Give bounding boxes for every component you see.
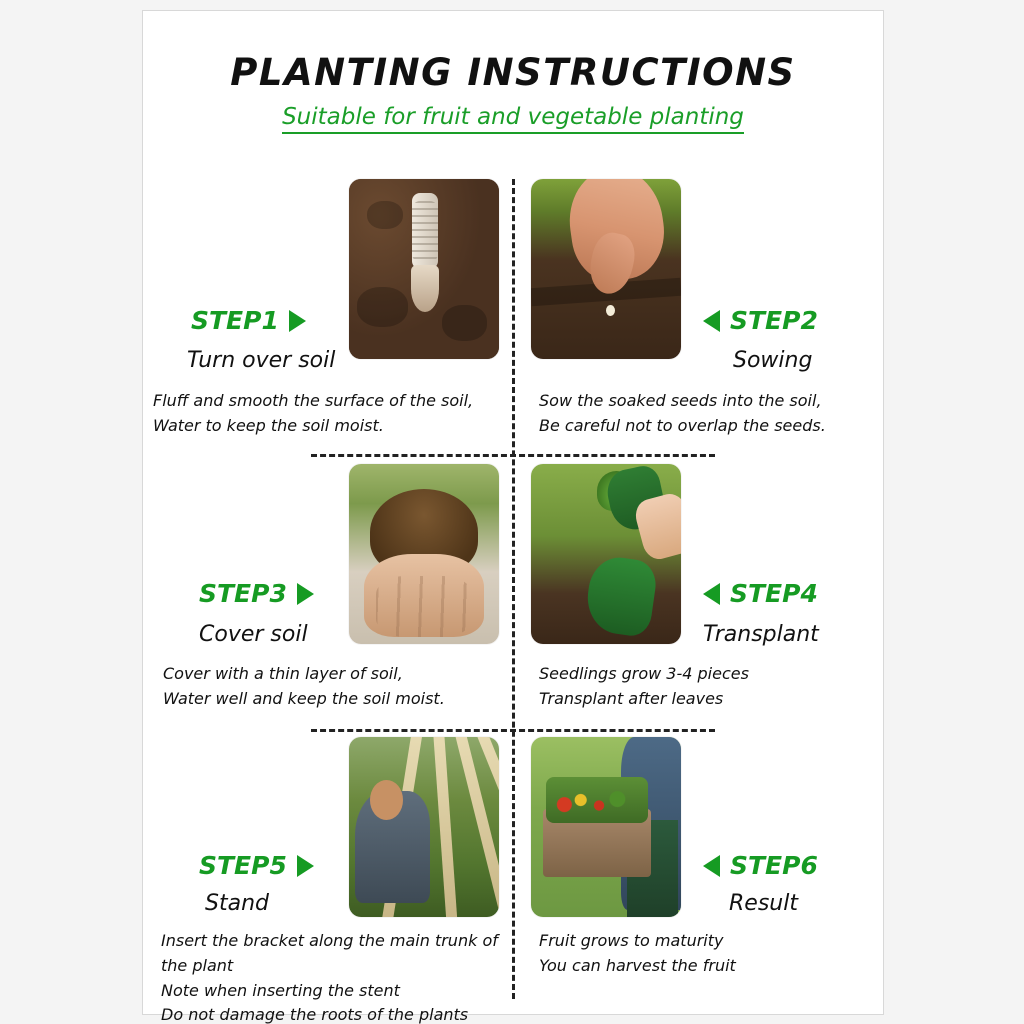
step3-label: STEP3 bbox=[199, 579, 287, 608]
step4-line-2: Transplant after leaves bbox=[539, 688, 724, 708]
step-card-step6 bbox=[513, 729, 883, 1016]
step6-photo bbox=[531, 737, 681, 917]
triangle-right-icon bbox=[297, 855, 314, 877]
page-subtitle: Suitable for fruit and vegetable planting bbox=[282, 104, 744, 134]
step5-line-2: the plant bbox=[161, 955, 234, 975]
step5-label: STEP5 bbox=[199, 851, 287, 880]
step4-label: STEP4 bbox=[730, 579, 818, 608]
step1-line-1: Fluff and smooth the surface of the soil, bbox=[153, 391, 474, 410]
step-card-step5 bbox=[143, 729, 513, 1024]
step2-description bbox=[539, 389, 826, 439]
step1-description bbox=[153, 389, 473, 439]
step6-label: STEP6 bbox=[730, 851, 818, 880]
step5-line-1: Insert the bracket along the main trunk of bbox=[161, 931, 498, 950]
step1-name: Turn over soil bbox=[187, 348, 336, 373]
step-card-step4 bbox=[513, 454, 883, 729]
step4-description bbox=[539, 662, 749, 712]
step2-photo bbox=[531, 179, 681, 359]
header bbox=[143, 11, 883, 134]
step6-line-1: Fruit grows to maturity bbox=[539, 931, 724, 950]
step4-line-1: Seedlings grow 3-4 pieces bbox=[539, 664, 749, 683]
step5-label-row bbox=[199, 851, 314, 880]
steps-row-1 bbox=[143, 161, 883, 454]
step2-label-row bbox=[703, 306, 818, 335]
step5-line-4: Do not damage the roots of the plants bbox=[161, 1005, 469, 1024]
step3-name: Cover soil bbox=[199, 622, 308, 647]
triangle-right-icon bbox=[289, 310, 306, 332]
step1-label-row bbox=[191, 306, 306, 335]
steps-row-3 bbox=[143, 729, 883, 1024]
instruction-sheet bbox=[142, 10, 884, 1024]
step3-description bbox=[163, 662, 445, 712]
step5-name: Stand bbox=[205, 891, 269, 916]
step4-label-row bbox=[703, 579, 818, 608]
step3-line-1: Cover with a thin layer of soil, bbox=[163, 664, 403, 683]
step2-name: Sowing bbox=[733, 348, 813, 373]
triangle-left-icon bbox=[703, 583, 720, 605]
step3-label-row bbox=[199, 579, 314, 608]
step5-line-3: Note when inserting the stent bbox=[161, 980, 400, 1000]
step1-line-2: Water to keep the soil moist. bbox=[153, 415, 384, 435]
step6-line-2: You can harvest the fruit bbox=[539, 955, 736, 975]
step3-photo bbox=[349, 464, 499, 644]
step1-label: STEP1 bbox=[191, 306, 279, 335]
triangle-left-icon bbox=[703, 310, 720, 332]
page-title: PLANTING INSTRUCTIONS bbox=[230, 51, 796, 94]
step-card-step3 bbox=[143, 454, 513, 729]
step6-name: Result bbox=[729, 891, 798, 916]
step5-photo bbox=[349, 737, 499, 917]
step4-name: Transplant bbox=[703, 622, 819, 647]
step-card-step2 bbox=[513, 161, 883, 454]
step2-line-2: Be careful not to overlap the seeds. bbox=[539, 415, 826, 435]
triangle-right-icon bbox=[297, 583, 314, 605]
step2-line-1: Sow the soaked seeds into the soil, bbox=[539, 391, 822, 410]
step6-description bbox=[539, 929, 736, 979]
steps-grid bbox=[143, 161, 883, 1024]
step6-label-row bbox=[703, 851, 818, 880]
steps-row-2 bbox=[143, 454, 883, 729]
triangle-left-icon bbox=[703, 855, 720, 877]
step5-description bbox=[161, 929, 498, 1024]
step-card-step1 bbox=[143, 161, 513, 454]
step2-label: STEP2 bbox=[730, 306, 818, 335]
step1-photo bbox=[349, 179, 499, 359]
step4-photo bbox=[531, 464, 681, 644]
step3-line-2: Water well and keep the soil moist. bbox=[163, 688, 445, 708]
